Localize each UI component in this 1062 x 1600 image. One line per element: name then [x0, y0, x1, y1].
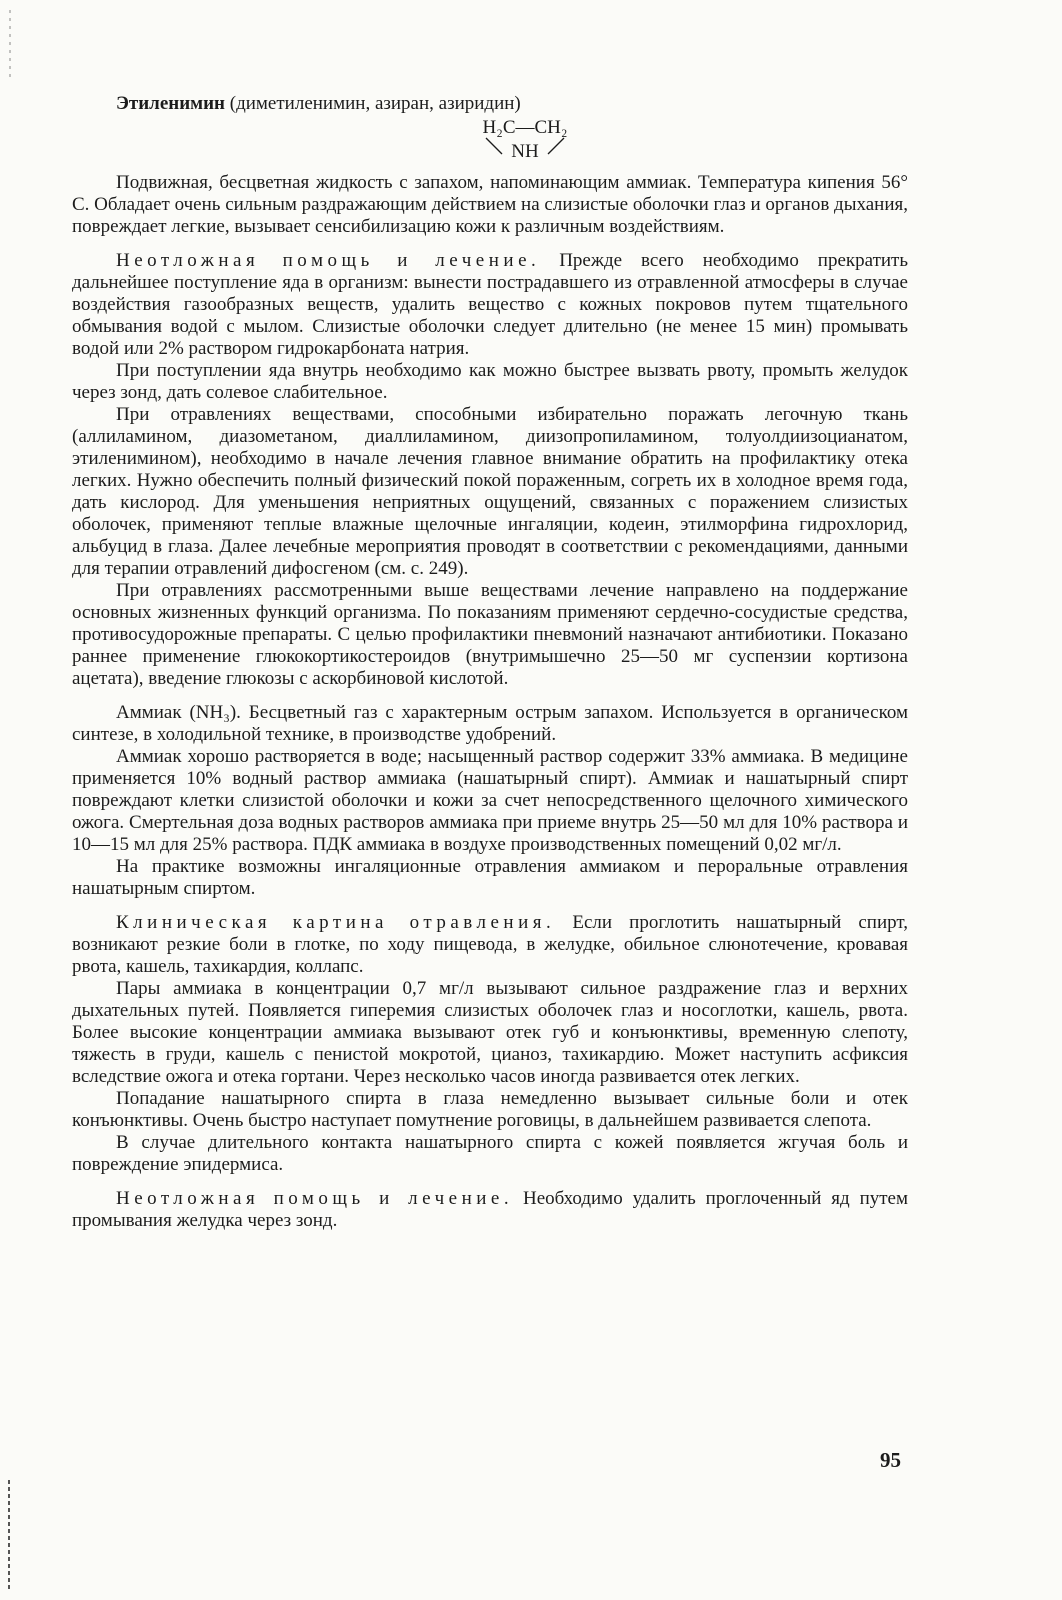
paragraph-vapors: Пары аммиака в концентрации 0,7 мг/л вызывают сильное раздражение глаз и верхних дыхательных путей. Появляется гиперемия слизистых оболочек глаз и носоглотки, кашель, рвота. Более высокие концентрации аммиака вызывают отек губ и конъюнктивы, временную слепоту, тяжесть в груди, кашель с пенистой мокротой, цианоз, тахикардию. Может наступить асфиксия вследствие ожога и отека гортани. Через несколько часов иногда развивается отек легких.: [72, 978, 908, 1087]
formula-nh: NH: [511, 141, 539, 162]
paragraph-treatment: При отравлениях рассмотренными выше веществами лечение направлено на поддержание основных жизненных функций организма. По показаниям применяют сердечно-сосудистые средства, противосудорожные препараты. С целью профилактики пневмоний назначают антибиотики. Показано раннее применение глюкокортикостероидов (внутримышечно 25—50 мг суспензии кортизона ацетата), введение глюкозы с аскорбиновой кислотой.: [72, 580, 908, 689]
paragraph-skin: В случае длительного контакта нашатырного спирта с кожей появляется жгучая боль и повреждение эпидермиса.: [72, 1132, 908, 1175]
formula-bottom: [142, 140, 908, 164]
lead-term-clinical: Клиническая картина отравления.: [116, 912, 556, 933]
paragraph-ammonia-intro: Аммиак (NH₃). Бесцветный газ с характерным острым запахом. Используется в органическом синтезе, в холодильной технике, в производстве удобрений.: [72, 702, 908, 745]
paragraph-emergency-text: Прежде всего необходимо прекратить дальнейшее поступление яда в организм: вынести пострадавшего из отравленной атмосферы в случае воздействия газообразных веществ, удалить вещество с кожных покровов путем тщательного обмывания водой с мылом. Слизистые оболочки следует длительно (не менее 15 мин) промывать водой или 2% раствором гидрокарбоната натрия.: [72, 250, 909, 359]
formula-top: H₂C—CH₂: [482, 117, 568, 138]
paragraph-clinical-text: Если проглотить нашатырный спирт, возникают резкие боли в глотке, по ходу пищевода, в желудке, обильное слюнотечение, кровавая рвота, кашель, тахикардия, коллапс.: [72, 912, 909, 977]
paragraph-clinical: [72, 912, 908, 978]
substance-name: Этиленимин: [116, 93, 225, 114]
paragraph-eyes: Попадание нашатырного спирта в глаза немедленно вызывает сильные боли и отек конъюнктивы. Очень быстро наступает помутнение роговицы, в дальнейшем развивается слепота.: [72, 1088, 908, 1131]
paragraph-ingestion: При поступлении яда внутрь необходимо как можно быстрее вызвать рвоту, промыть желудок через зонд, дать солевое слабительное.: [72, 360, 908, 403]
paragraph-emergency-2: [72, 1188, 908, 1232]
paragraph-emergency: [72, 250, 908, 360]
page-number: 95: [880, 1448, 901, 1472]
formula-bonds-icon: [480, 136, 570, 160]
paragraph-ammonia-practice: На практике возможны ингаляционные отравления аммиаком и пероральные отравления нашатырным спиртом.: [72, 856, 908, 899]
lead-term-emergency: Неотложная помощь и лечение.: [116, 250, 541, 271]
structural-formula: [142, 116, 908, 164]
scan-edge-marks-icon: [4, 0, 16, 1600]
paragraph-lung: При отравлениях веществами, способными избирательно поражать легочную ткань (аллиламином, диазометаном, диаллиламином, диизопропиламином, толуолдиизоцианатом, этиленимином), необходимо в начале лечения главное внимание обратить на профилактику отека легких. Нужно обеспечить полный физический покой пораженным, согреть их в холодное время года, дать кислород. Для уменьшения неприятных ощущений, связанных с поражением слизистых оболочек, применяют теплые влажные щелочные ингаляции, кодеин, этилморфина гидрохлорид, альбуцид в глаза. Далее лечебные мероприятия проводят в соответствии с рекомендациями, данными для терапии отравлений дифосгеном (см. с. 249).: [72, 404, 908, 579]
substance-synonyms: (диметиленимин, азиран, азиридин): [229, 93, 521, 114]
paragraph-ammonia-solubility: Аммиак хорошо растворяется в воде; насыщенный раствор содержит 33% аммиака. В медицине применяется 10% водный раствор аммиака (нашатырный спирт). Аммиак и нашатырный спирт повреждают клетки слизистой оболочки и кожи за счет непосредственного щелочного химического ожога. Смертельная доза водных растворов аммиака при приеме внутрь 25—50 мл для 10% раствора и 10—15 мл для 25% раствора. ПДК аммиака в воздухе производственных помещений 0,02 мг/л.: [72, 746, 908, 855]
paragraph-description: Подвижная, бесцветная жидкость с запахом, напоминающим аммиак. Температура кипения 56° С. Обладает очень сильным раздражающим действием на слизистые оболочки глаз и органов дыхания, повреждает легкие, вызывает сенсибилизацию кожи к различным воздействиям.: [72, 172, 908, 237]
page-body: [72, 92, 908, 1232]
section-heading: [116, 92, 908, 116]
paragraph-emergency-2-text: Необходимо удалить проглоченный яд путем промывания желудка через зонд.: [72, 1188, 909, 1231]
lead-term-emergency-2: Неотложная помощь и лечение.: [116, 1188, 514, 1209]
